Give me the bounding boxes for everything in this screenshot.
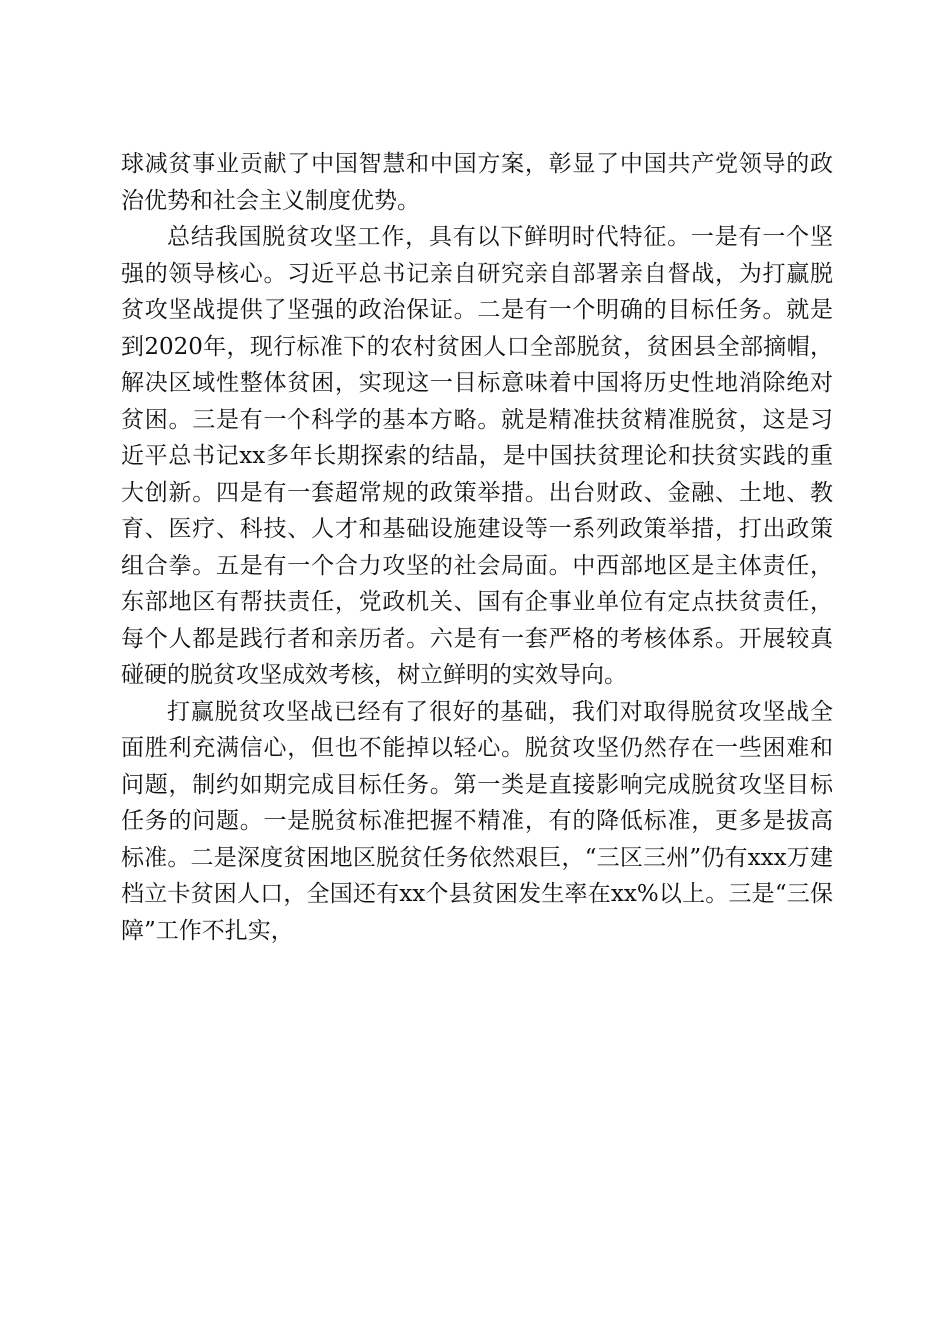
paragraph-challenges: 打赢脱贫攻坚战已经有了很好的基础，我们对取得脱贫攻坚战全面胜利充满信心，但也不能掉以轻心。脱贫攻坚仍然存在一些困难和问题，制约如期完成目标任务。第一类是直接影响完成脱贫攻坚目标任务的问题。一是脱贫标准把握不精准，有的降低标准，更多是拔高标准。二是深度贫困地区脱贫任务依然艰巨，“三区三州”仍有xxx万建档立卡贫困人口，全国还有xx个县贫困发生率在xx%以上。三是“三保障”工作不扎实， bbox=[121, 698, 833, 944]
body-text bbox=[121, 146, 833, 949]
paragraph-era-features: 总结我国脱贫攻坚工作，具有以下鲜明时代特征。一是有一个坚强的领导核心。习近平总书记亲自研究亲自部署亲自督战，为打赢脱贫攻坚战提供了坚强的政治保证。二是有一个明确的目标任务。就是到2020年，现行标准下的农村贫困人口全部脱贫，贫困县全部摘帽，解决区域性整体贫困，实现这一目标意味着中国将历史性地消除绝对贫困。三是有一个科学的基本方略。就是精准扶贫精准脱贫，这是习近平总书记xx多年长期探索的结晶，是中国扶贫理论和扶贫实践的重大创新。四是有一套超常规的政策举措。出台财政、金融、土地、教育、医疗、科技、人才和基础设施建设等一系列政策举措，打出政策组合拳。五是有一个合力攻坚的社会局面。中西部地区是主体责任，东部地区有帮扶责任，党政机关、国有企事业单位有定点扶贫责任，每个人都是践行者和亲历者。六是有一套严格的考核体系。开展较真碰硬的脱贫攻坚成效考核，树立鲜明的实效导向。 bbox=[121, 224, 833, 688]
paragraph-continuation: 球减贫事业贡献了中国智慧和中国方案，彰显了中国共产党领导的政治优势和社会主义制度优势。 bbox=[121, 151, 833, 214]
